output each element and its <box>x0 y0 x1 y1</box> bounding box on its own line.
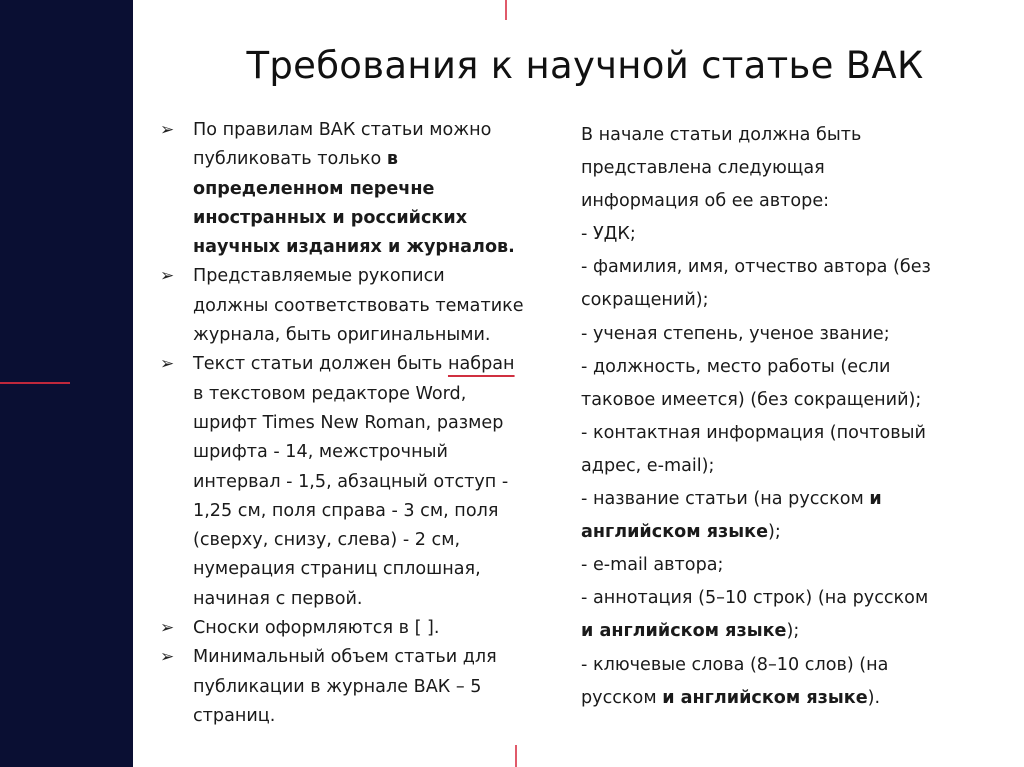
author-info-list <box>581 119 1011 715</box>
text-line: адрес, e-mail); <box>581 455 715 476</box>
text-line: По правилам ВАК статьи можно <box>193 120 492 140</box>
text-line: интервал - 1,5, абзацный отступ - <box>193 471 509 492</box>
text-line: - фамилия, имя, отчество автора (без <box>581 257 931 278</box>
list-item <box>160 116 545 262</box>
list-item <box>160 643 545 731</box>
top-divider-tick <box>505 0 507 20</box>
slide-title: Требования к научной статье ВАК <box>246 44 924 87</box>
arrow-bullet-icon: ➢ <box>160 647 175 668</box>
text-line-bold: определенном перечне <box>193 178 435 199</box>
spellcheck-underlined-word: набран <box>447 354 515 375</box>
text-line: шрифта - 14, межстрочный <box>193 442 448 463</box>
arrow-bullet-icon: ➢ <box>160 618 175 639</box>
bottom-divider-tick <box>515 745 517 767</box>
text-line: английском языке); <box>581 522 781 543</box>
text-line: должны соответствовать тематике <box>193 295 524 316</box>
text-line: Текст статьи должен быть набран <box>193 354 515 375</box>
text-line: сокращений); <box>581 290 709 311</box>
text-line: Минимальный объем статьи для <box>193 647 497 668</box>
text-line: (сверху, снизу, слева) - 2 см, <box>193 530 461 551</box>
requirements-list <box>160 116 545 731</box>
text-line: Представляемые рукописи <box>193 266 445 287</box>
list-item <box>160 614 545 643</box>
list-item <box>160 262 545 350</box>
text-line: В начале статьи должна быть <box>581 125 862 145</box>
text-line: - название статьи (на русском и <box>581 489 882 510</box>
text-line: публикации в журнале ВАК – 5 <box>193 676 482 697</box>
text-line: нумерация страниц сплошная, <box>193 559 481 580</box>
text-line-bold: иностранных и российских <box>193 207 468 228</box>
text-line: 1,25 см, поля справа - 3 см, поля <box>193 500 499 521</box>
text-line-bold: научных изданиях и журналов. <box>193 237 515 258</box>
text-line: - аннотация (5–10 строк) (на русском <box>581 588 929 609</box>
arrow-bullet-icon: ➢ <box>160 266 175 287</box>
text-line: шрифт Times New Roman, размер <box>193 412 504 433</box>
text-line: - УДК; <box>581 224 636 245</box>
arrow-bullet-icon: ➢ <box>160 120 175 140</box>
text-line: таковое имеется) (без сокращений); <box>581 389 922 410</box>
arrow-bullet-icon: ➢ <box>160 354 175 375</box>
text-line: журнала, быть оригинальными. <box>193 325 491 346</box>
text-line: начиная с первой. <box>193 588 363 609</box>
text-line: Сноски оформляются в [ ]. <box>193 618 440 639</box>
text-line: в текстовом редакторе Word, <box>193 383 467 404</box>
text-line: - e-mail автора; <box>581 555 724 576</box>
text-line: - ключевые слова (8–10 слов) (на <box>581 654 889 675</box>
text-line: информация об ее авторе: <box>581 191 830 212</box>
list-item <box>160 350 545 614</box>
text-line: и английском языке); <box>581 621 800 642</box>
text-line: - должность, место работы (если <box>581 356 891 377</box>
text-line: страниц. <box>193 705 276 726</box>
text-line: представлена следующая <box>581 158 825 179</box>
text-line: - контактная информация (почтовый <box>581 422 926 443</box>
text-line: публиковать только в <box>193 149 398 170</box>
text-line: - ученая степень, ученое звание; <box>581 323 890 344</box>
text-line: русском и английском языке). <box>581 687 881 708</box>
sidebar-accent-line <box>0 382 70 384</box>
